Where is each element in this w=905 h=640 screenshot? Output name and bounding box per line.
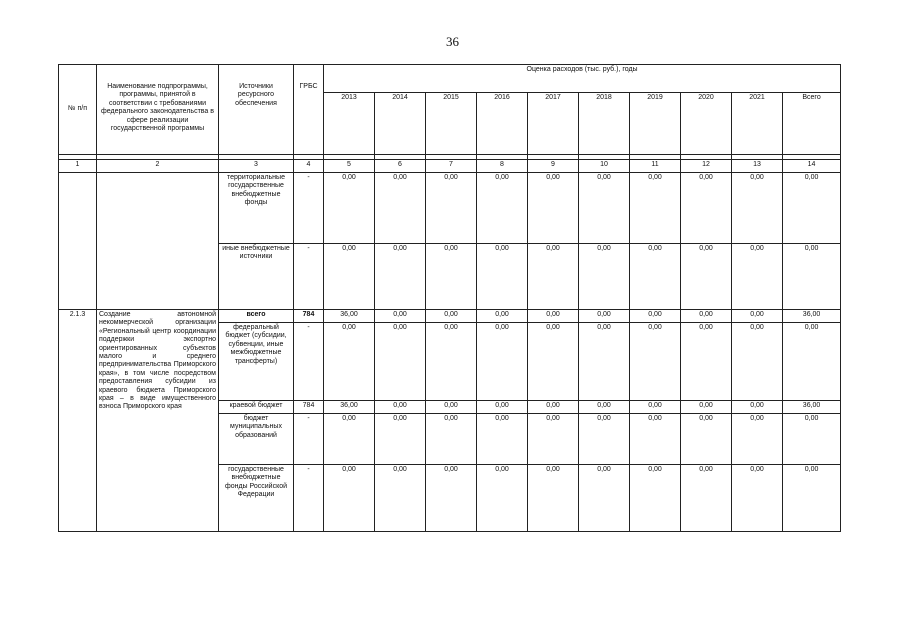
column-number-cell: 7 [426,160,477,173]
grbs-cell: - [294,244,324,310]
header-year-cell: 2014 [375,93,426,155]
grbs-cell: - [294,173,324,244]
value-cell: 0,00 [783,465,841,532]
column-number-cell: 10 [579,160,630,173]
value-cell: 0,00 [426,310,477,323]
value-cell: 0,00 [477,401,528,414]
num-cell [59,173,97,310]
value-cell: 0,00 [426,465,477,532]
value-cell: 0,00 [426,323,477,401]
source-cell: территориальные государственные внебюджетные фонды [219,173,294,244]
source-cell: бюджет муниципальных образований [219,414,294,465]
value-cell: 0,00 [375,310,426,323]
source-cell: государственные внебюджетные фонды Российской Федерации [219,465,294,532]
value-cell: 0,00 [579,173,630,244]
header-name-cell: Наименование подпрограммы, программы, принятой в соответствии с требованиями федерального законодательства в сфере реализации государственной программы [97,65,219,155]
value-cell: 0,00 [426,173,477,244]
value-cell: 0,00 [528,173,579,244]
column-number-cell: 4 [294,160,324,173]
value-cell: 0,00 [375,401,426,414]
column-numbers-row [59,160,841,173]
value-cell: 0,00 [477,465,528,532]
column-number-cell: 11 [630,160,681,173]
header-estimate-cell: Оценка расходов (тыс. руб.), годы [324,65,841,93]
value-cell: 0,00 [528,465,579,532]
value-cell: 0,00 [324,173,375,244]
value-cell: 0,00 [426,244,477,310]
name-cell [97,173,219,310]
column-number-cell: 8 [477,160,528,173]
value-cell: 36,00 [324,310,375,323]
column-number-cell: 2 [97,160,219,173]
value-cell: 0,00 [477,310,528,323]
value-cell: 0,00 [528,414,579,465]
page-number: 36 [446,34,459,49]
source-cell: краевой бюджет [219,401,294,414]
value-cell: 0,00 [528,310,579,323]
grbs-cell: - [294,465,324,532]
header-row [59,65,841,93]
column-number-cell: 5 [324,160,375,173]
header-year-cell: 2019 [630,93,681,155]
value-cell: 0,00 [732,414,783,465]
value-cell: 0,00 [732,323,783,401]
expenditure-table [58,64,841,532]
value-cell: 36,00 [783,310,841,323]
header-grbs-cell: ГРБС [294,65,324,155]
value-cell: 0,00 [630,173,681,244]
value-cell: 36,00 [783,401,841,414]
value-cell: 0,00 [630,310,681,323]
source-cell: федеральный бюджет (субсидии, субвенции, иные межбюджетные трансферты) [219,323,294,401]
value-cell: 0,00 [324,244,375,310]
column-number-cell: 12 [681,160,732,173]
value-cell: 0,00 [630,323,681,401]
value-cell: 0,00 [324,465,375,532]
value-cell: 0,00 [681,310,732,323]
column-number-cell: 13 [732,160,783,173]
item-name-cell: Создание автономной некоммерческой организации «Региональный центр координации поддержки экспортно ориентированных субъектов малого и среднего предпринимательства Приморского края», в том числе посредством предоставления субсидии из краевого бюджета Приморского края – в виде имущественного взноса Приморского края [97,310,219,532]
value-cell: 0,00 [528,323,579,401]
grbs-cell: 784 [294,310,324,323]
column-number-cell: 9 [528,160,579,173]
header-year-cell: 2015 [426,93,477,155]
value-cell: 0,00 [375,414,426,465]
value-cell: 0,00 [579,414,630,465]
grbs-cell: - [294,414,324,465]
value-cell: 0,00 [681,244,732,310]
source-cell: иные внебюджетные источники [219,244,294,310]
value-cell: 0,00 [528,244,579,310]
value-cell: 0,00 [477,414,528,465]
header-source-cell: Источники ресурсного обеспечения [219,65,294,155]
value-cell: 0,00 [324,414,375,465]
value-cell: 0,00 [477,244,528,310]
value-cell: 0,00 [375,244,426,310]
value-cell: 0,00 [375,323,426,401]
value-cell: 0,00 [630,465,681,532]
value-cell: 0,00 [375,173,426,244]
value-cell: 0,00 [732,173,783,244]
source-cell: всего [219,310,294,323]
value-cell: 0,00 [783,414,841,465]
value-cell: 0,00 [732,465,783,532]
value-cell: 0,00 [579,244,630,310]
value-cell: 0,00 [426,414,477,465]
value-cell: 0,00 [375,465,426,532]
value-cell: 0,00 [579,465,630,532]
header-year-cell: 2021 [732,93,783,155]
grbs-cell: - [294,323,324,401]
value-cell: 0,00 [579,310,630,323]
column-number-cell: 14 [783,160,841,173]
header-year-cell: Всего [783,93,841,155]
header-year-cell: 2016 [477,93,528,155]
column-number-cell: 1 [59,160,97,173]
value-cell: 0,00 [426,401,477,414]
value-cell: 0,00 [732,401,783,414]
value-cell: 0,00 [528,401,579,414]
value-cell: 0,00 [681,401,732,414]
value-cell: 0,00 [732,244,783,310]
column-number-cell: 6 [375,160,426,173]
table-row [59,173,841,244]
value-cell: 0,00 [732,310,783,323]
item-num-cell: 2.1.3 [59,310,97,532]
value-cell: 0,00 [477,173,528,244]
value-cell: 0,00 [681,414,732,465]
value-cell: 36,00 [324,401,375,414]
value-cell: 0,00 [630,401,681,414]
grbs-cell: 784 [294,401,324,414]
value-cell: 0,00 [579,401,630,414]
column-number-cell: 3 [219,160,294,173]
header-year-cell: 2013 [324,93,375,155]
value-cell: 0,00 [477,323,528,401]
value-cell: 0,00 [324,323,375,401]
value-cell: 0,00 [783,323,841,401]
value-cell: 0,00 [630,414,681,465]
value-cell: 0,00 [681,465,732,532]
header-year-cell: 2020 [681,93,732,155]
value-cell: 0,00 [681,173,732,244]
table-row [59,310,841,323]
value-cell: 0,00 [630,244,681,310]
value-cell: 0,00 [681,323,732,401]
header-year-cell: 2018 [579,93,630,155]
value-cell: 0,00 [783,173,841,244]
value-cell: 0,00 [783,244,841,310]
header-year-cell: 2017 [528,93,579,155]
header-num-cell: № п/п [59,65,97,155]
value-cell: 0,00 [579,323,630,401]
